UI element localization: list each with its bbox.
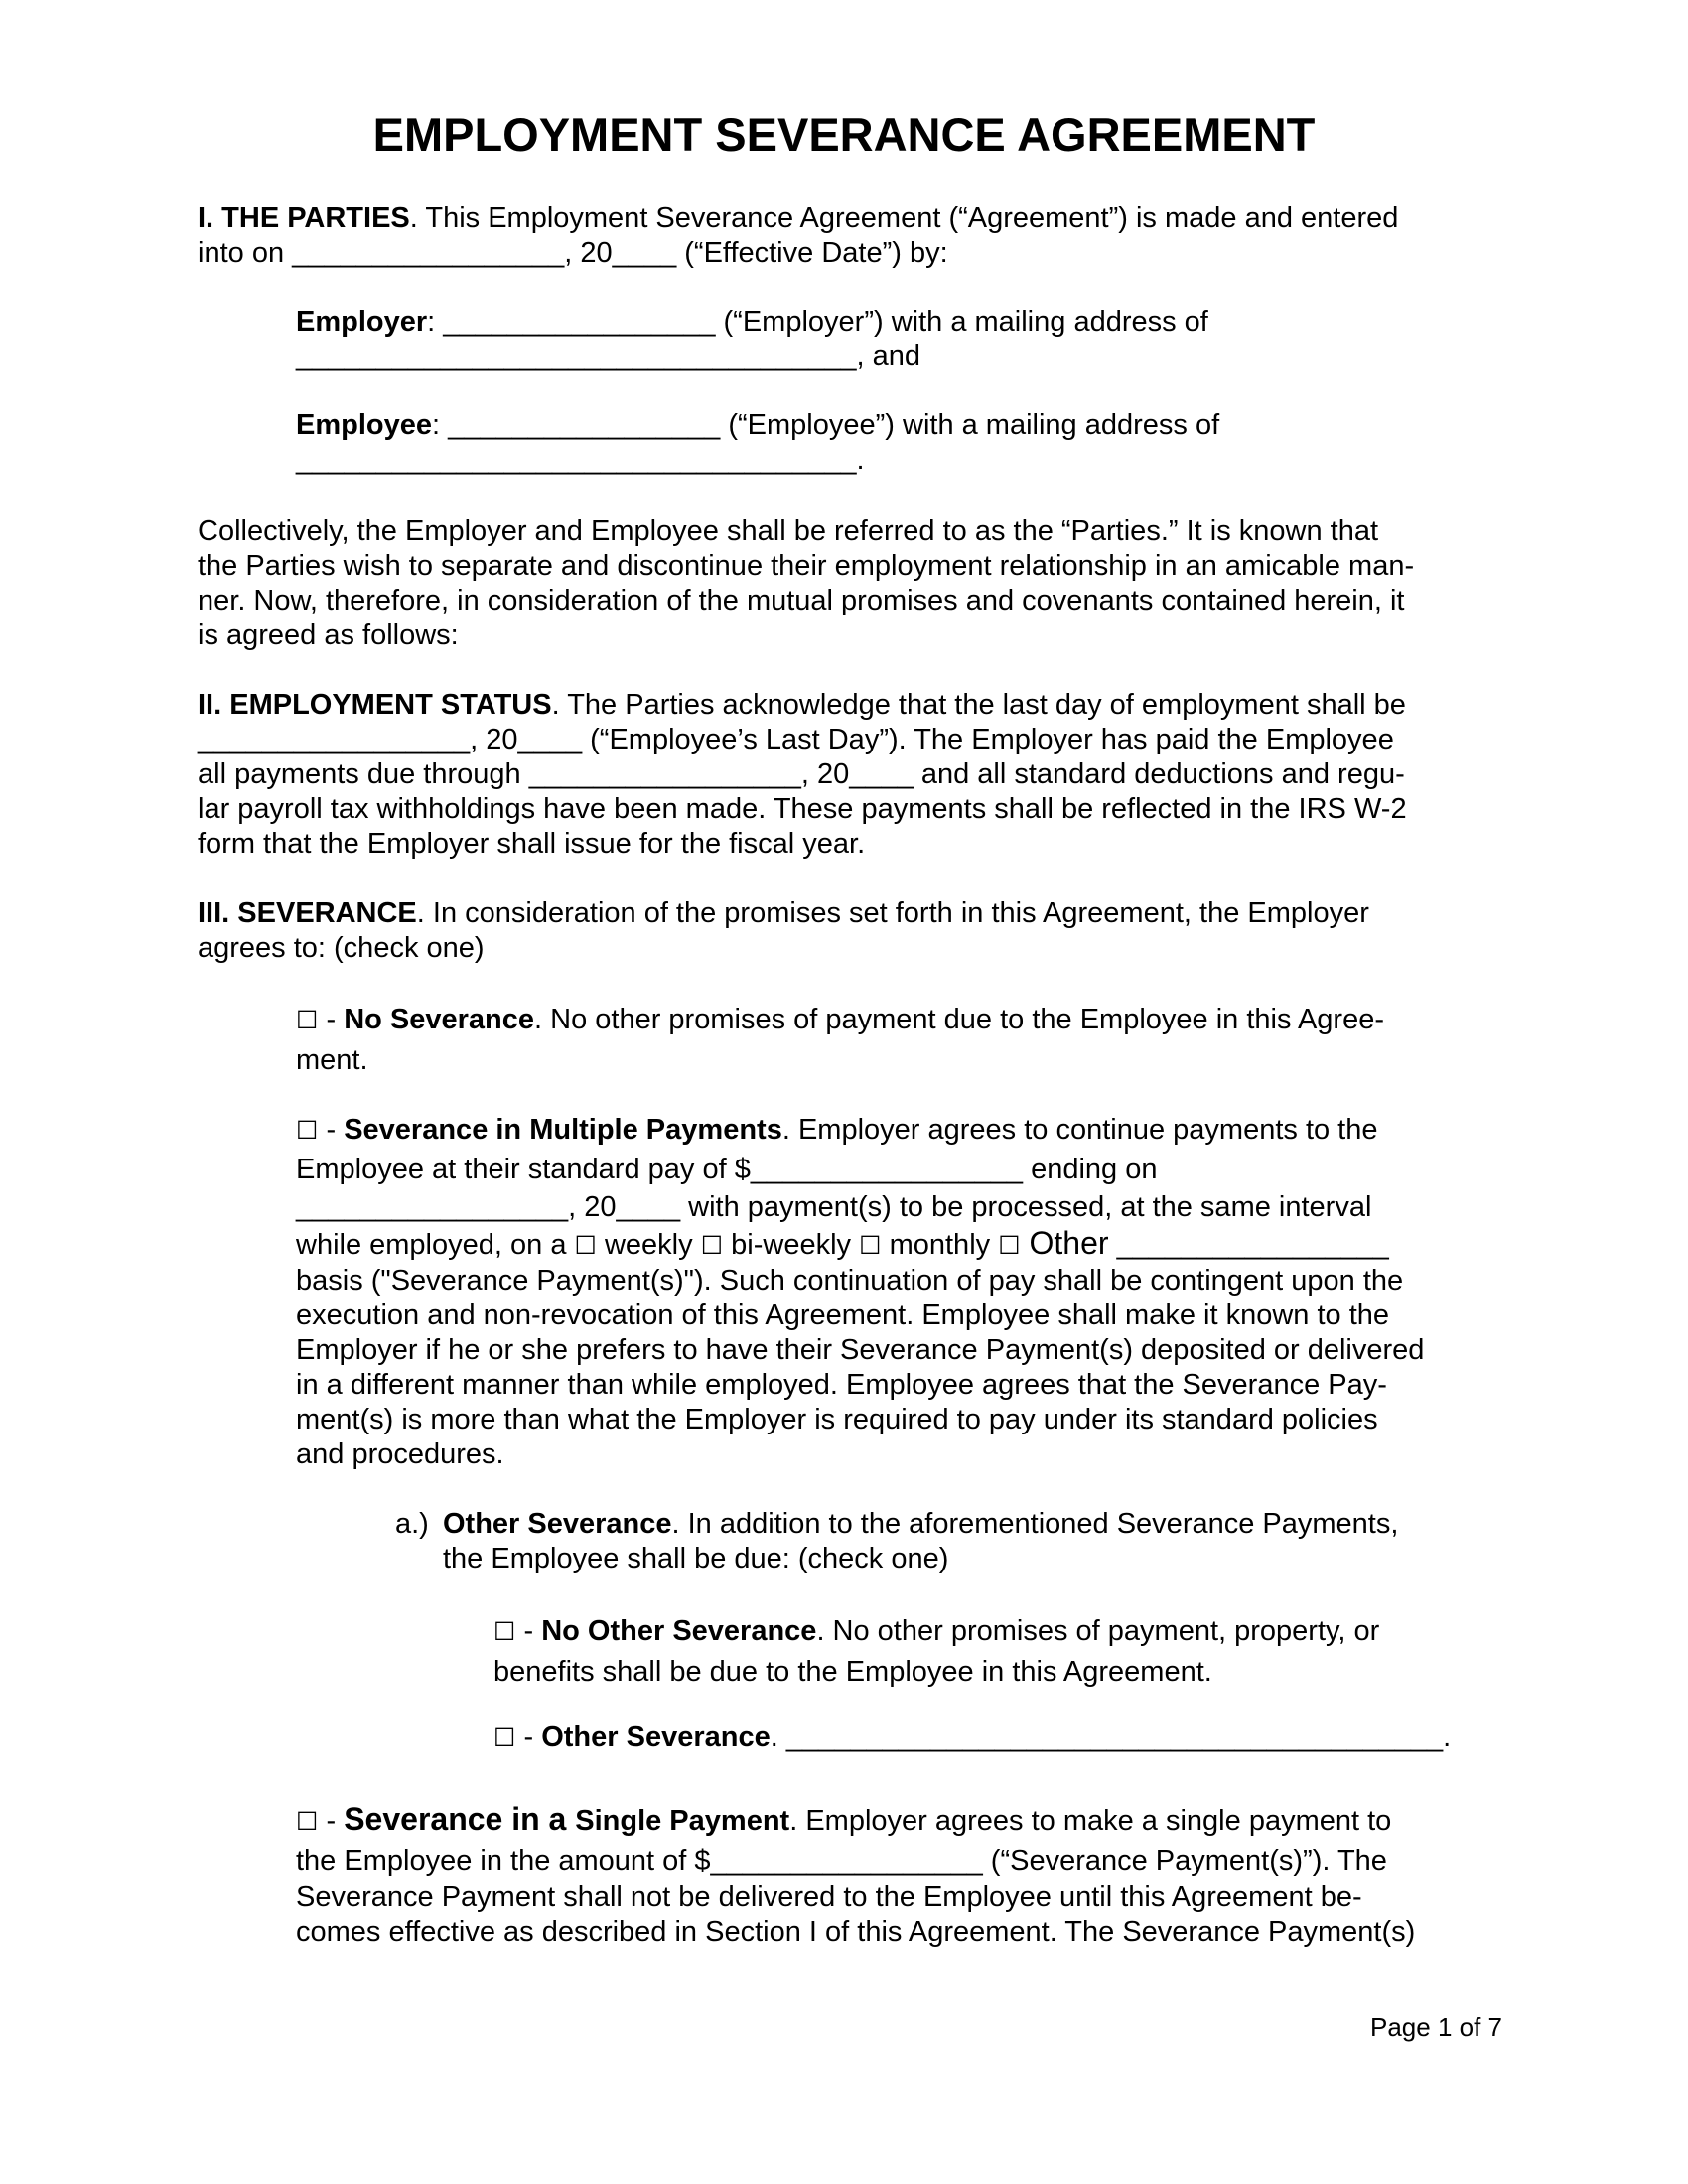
collective-line: the Parties wish to separate and discontinue their employment relationship in an amicable man- bbox=[198, 550, 1415, 582]
no-severance-label: No Severance bbox=[344, 1004, 535, 1035]
employer-block bbox=[296, 305, 1487, 374]
employer-label: Employer bbox=[296, 306, 428, 338]
employer-text: : _________________ (“Employer”) with a mailing address of bbox=[427, 306, 1208, 338]
no-other-severance-checkbox[interactable]: ☐ bbox=[493, 1617, 516, 1646]
section-parties-text: . This Employment Severance Agreement (“Agreement”) is made and entered bbox=[409, 203, 1399, 234]
no-other-severance-label: No Other Severance bbox=[541, 1615, 817, 1647]
employee-label: Employee bbox=[296, 409, 432, 441]
section-parties-date-line: into on _________________, 20____ (“Effective Date”) by: bbox=[198, 237, 948, 269]
no-other-severance-text-cont: benefits shall be due to the Employee in this Agreement. bbox=[493, 1656, 1212, 1688]
status-line: lar payroll tax withholdings have been made. These payments shall be reflected in the IRS W-2 bbox=[198, 793, 1407, 825]
monthly-checkbox[interactable]: ☐ bbox=[859, 1231, 882, 1260]
option-dash: - bbox=[318, 1004, 345, 1035]
single-payment-line: Severance Payment shall not be delivered to the Employee until this Agreement be- bbox=[296, 1881, 1362, 1913]
section-parties bbox=[198, 202, 1478, 271]
status-line: _________________, 20____ (“Employee’s Last Day”). The Employer has paid the Employee bbox=[198, 724, 1394, 755]
weekly-checkbox[interactable]: ☐ bbox=[574, 1231, 597, 1260]
collective-line: is agreed as follows: bbox=[198, 619, 459, 651]
option-other-severance bbox=[493, 1720, 1486, 1755]
collective-line: ner. Now, therefore, in consideration of the mutual promises and covenants contained herein, it bbox=[198, 585, 1405, 616]
section-status-text: . The Parties acknowledge that the last day of employment shall be bbox=[551, 689, 1406, 721]
no-severance-text-cont: ment. bbox=[296, 1044, 368, 1076]
single-payment-label-b: Single Payment bbox=[575, 1805, 790, 1837]
page-number: Page 1 of 7 bbox=[1370, 2012, 1502, 2042]
multiple-payments-date-line: _________________, 20____ with payment(s) to be processed, at the same interval bbox=[296, 1191, 1372, 1223]
multiple-payments-interval-text: while employed, on a bbox=[296, 1229, 575, 1261]
employee-text: : _________________ (“Employee”) with a mailing address of bbox=[432, 409, 1220, 441]
section-severance-text: . In consideration of the promises set forth in this Agreement, the Employer bbox=[416, 897, 1369, 929]
employer-address-line: ___________________________________, and bbox=[296, 341, 920, 372]
status-line: all payments due through _________________, 20____ and all standard deductions and regu- bbox=[198, 758, 1405, 790]
biweekly-checkbox[interactable]: ☐ bbox=[700, 1231, 724, 1260]
no-severance-checkbox[interactable]: ☐ bbox=[296, 1006, 319, 1034]
option-single-payment bbox=[296, 1798, 1487, 1950]
multiple-payments-text: . Employer agrees to continue payments to the bbox=[781, 1114, 1378, 1146]
option-dash: - bbox=[318, 1114, 345, 1146]
option-dash: - bbox=[318, 1805, 345, 1837]
employee-block bbox=[296, 408, 1487, 478]
sub-item-marker: a.) bbox=[395, 1508, 429, 1540]
multiple-payments-line: Employer if he or she prefers to have their Severance Payment(s) deposited or delivered bbox=[296, 1334, 1425, 1366]
other-interval-blank: _________________ bbox=[1108, 1229, 1389, 1261]
option-no-severance bbox=[296, 1000, 1487, 1080]
other-severance-check-one: the Employee shall be due: (check one) bbox=[443, 1543, 949, 1574]
multiple-payments-label: Severance in Multiple Payments bbox=[344, 1114, 782, 1146]
no-severance-text: . No other promises of payment due to the Employee in this Agree- bbox=[534, 1004, 1384, 1035]
section-employment-status bbox=[198, 688, 1478, 862]
biweekly-label: bi-weekly bbox=[723, 1229, 860, 1261]
single-payment-line: the Employee in the amount of $_________________ (“Severance Payment(s)”). The bbox=[296, 1845, 1387, 1877]
single-payment-label-a: Severance in a bbox=[344, 1801, 576, 1837]
option-no-other-severance bbox=[493, 1611, 1486, 1692]
employee-address-line: ___________________________________. bbox=[296, 444, 865, 476]
multiple-payments-line: execution and non-revocation of this Agreement. Employee shall make it known to the bbox=[296, 1299, 1390, 1331]
no-other-severance-text: . No other promises of payment, property, or bbox=[816, 1615, 1380, 1647]
collective-line: Collectively, the Employer and Employee shall be referred to as the “Parties.” It is known that bbox=[198, 515, 1379, 547]
other-severance-subsection bbox=[443, 1507, 1485, 1576]
section-parties-heading: I. THE PARTIES bbox=[198, 203, 410, 234]
option-dash: - bbox=[515, 1721, 542, 1753]
multiple-payments-line: ment(s) is more than what the Employer is required to pay under its standard policies bbox=[296, 1404, 1378, 1435]
status-line: form that the Employer shall issue for the fiscal year. bbox=[198, 828, 866, 860]
document-title: EMPLOYMENT SEVERANCE AGREEMENT bbox=[372, 108, 1316, 161]
multiple-payments-checkbox[interactable]: ☐ bbox=[296, 1116, 319, 1145]
multiple-payments-line: and procedures. bbox=[296, 1438, 504, 1470]
section-severance-check-one: agrees to: (check one) bbox=[198, 932, 485, 964]
other-interval-label: Other bbox=[1020, 1225, 1109, 1261]
section-status-heading: II. EMPLOYMENT STATUS bbox=[198, 689, 552, 721]
section-severance bbox=[198, 896, 1478, 966]
single-payment-line: comes effective as described in Section I of this Agreement. The Severance Payment(s) bbox=[296, 1916, 1416, 1948]
section-severance-heading: III. SEVERANCE bbox=[198, 897, 417, 929]
option-multiple-payments bbox=[296, 1110, 1487, 1472]
other-severance-blank: . _________________________________________. bbox=[770, 1721, 1452, 1753]
multiple-payments-line: in a different manner than while employed. Employee agrees that the Severance Pay- bbox=[296, 1369, 1387, 1401]
other-severance-option-label: Other Severance bbox=[541, 1721, 771, 1753]
single-payment-checkbox[interactable]: ☐ bbox=[296, 1807, 319, 1836]
single-payment-text: . Employer agrees to make a single payment to bbox=[789, 1805, 1392, 1837]
other-interval-checkbox[interactable]: ☐ bbox=[998, 1231, 1021, 1260]
multiple-payments-line: basis ("Severance Payment(s)"). Such continuation of pay shall be contingent upon the bbox=[296, 1265, 1404, 1297]
other-severance-heading: Other Severance bbox=[443, 1508, 672, 1540]
other-severance-text: . In addition to the aforementioned Severance Payments, bbox=[671, 1508, 1399, 1540]
collective-paragraph bbox=[198, 514, 1478, 653]
other-severance-checkbox[interactable]: ☐ bbox=[493, 1723, 516, 1752]
option-dash: - bbox=[515, 1615, 542, 1647]
monthly-label: monthly bbox=[881, 1229, 999, 1261]
weekly-label: weekly bbox=[596, 1229, 701, 1261]
multiple-payments-pay-line: Employee at their standard pay of $_________________ ending on bbox=[296, 1154, 1158, 1185]
